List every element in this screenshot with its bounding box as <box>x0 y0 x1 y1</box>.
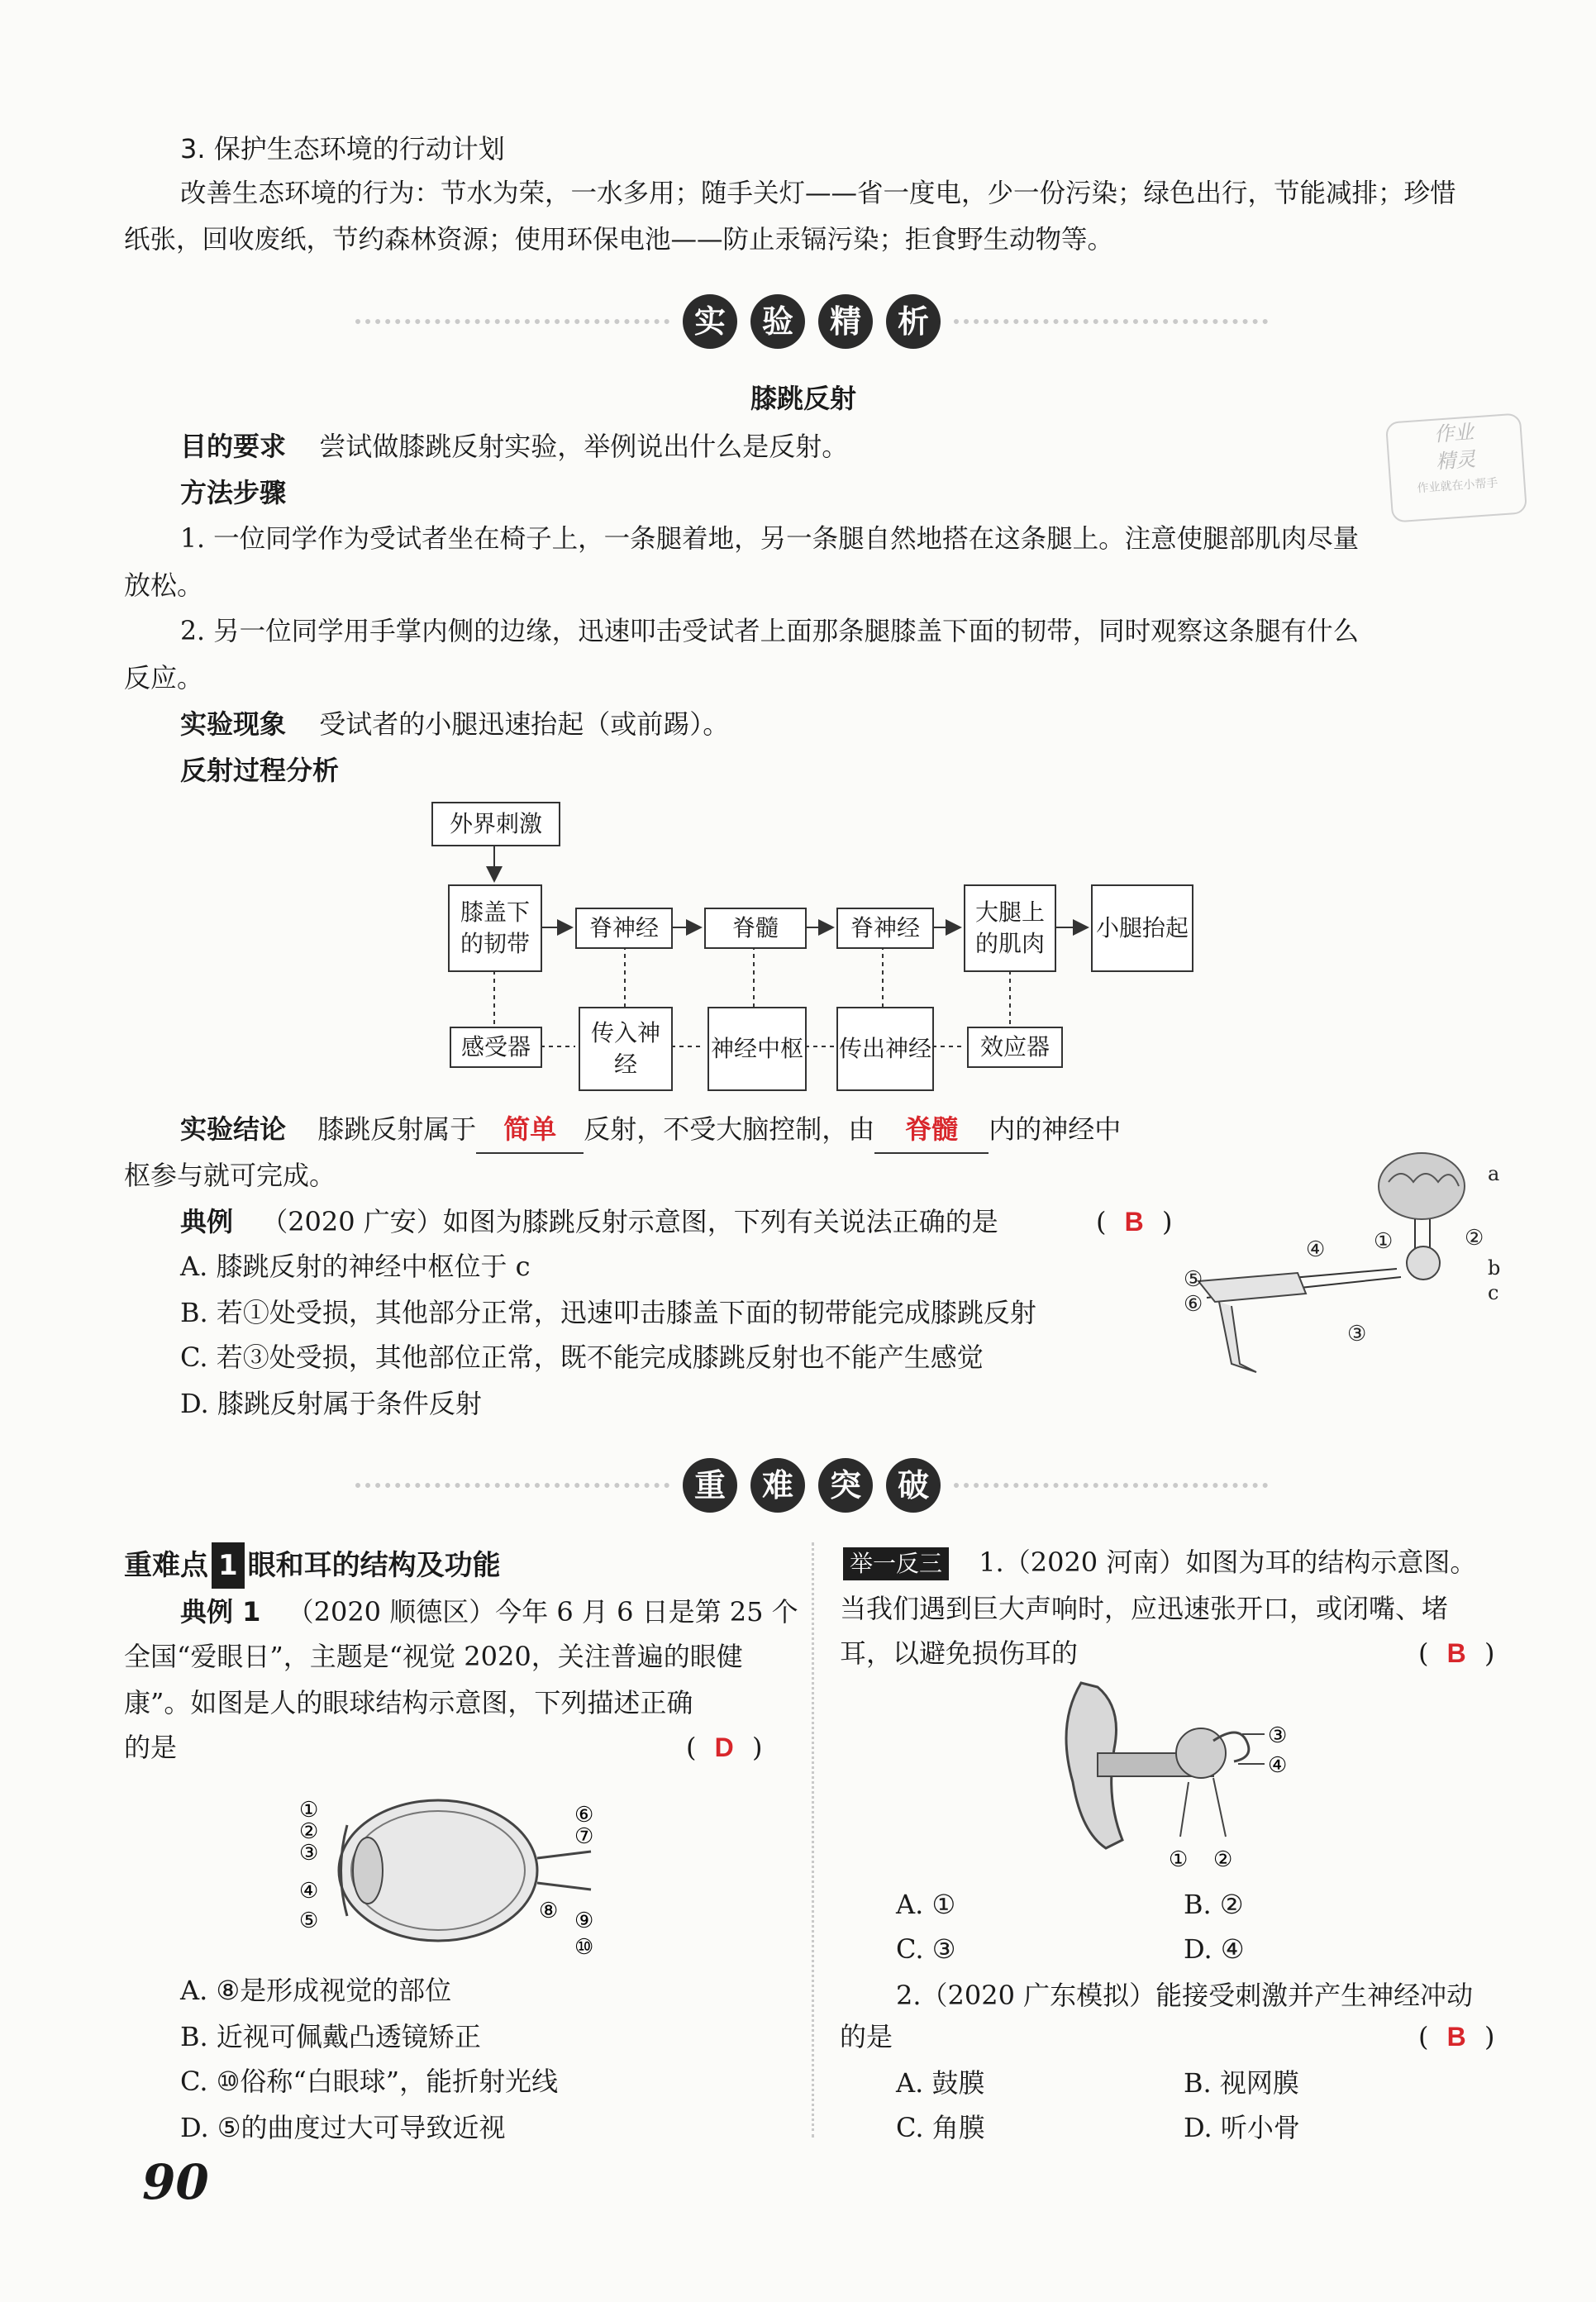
purpose-text: 尝试做膝跳反射实验，举例说出什么是反射。 <box>319 431 849 462</box>
example1-line: 的是 <box>124 1732 178 1763</box>
example1-line: 全国“爱眼日”，主题是“视觉 2020，关注普遍的眼健 <box>124 1641 743 1672</box>
fig-label: c <box>1488 1281 1499 1304</box>
flow-box-spinal-cord: 脊髓 <box>704 908 807 949</box>
flow-box-spinal-nerve-in: 脊神经 <box>575 908 673 949</box>
flow-box-spinal-nerve-out: 脊神经 <box>836 908 934 949</box>
section-banner-key-points <box>331 1448 1265 1523</box>
key-point-heading <box>124 1542 501 1589</box>
example1-text: （2020 顺德区）今年 6 月 6 日是第 25 个 <box>287 1596 798 1628</box>
divider <box>355 1483 669 1493</box>
q2-option-a: A. 鼓膜 <box>896 2067 985 2099</box>
ear-label: ② <box>1213 1847 1233 1872</box>
fig-label: ② <box>1465 1226 1484 1251</box>
phenomenon-text: 受试者的小腿迅速抬起（或前踢）。 <box>319 708 730 740</box>
answer-bracket: ( B ) <box>1418 2021 1495 2052</box>
example1-line <box>180 1589 798 1635</box>
banner-char: 突 <box>818 1458 873 1513</box>
banner-char: 精 <box>818 294 873 349</box>
ear-figure <box>1048 1675 1313 1873</box>
eye-label: ① <box>299 1798 319 1823</box>
practice-text: 1.（2020 河南）如图为耳的结构示意图。 <box>979 1547 1477 1578</box>
eye-label: ⑦ <box>574 1824 594 1849</box>
experiment-title: 膝跳反射 <box>750 383 857 414</box>
option-a: A. 膝跳反射的神经中枢位于 c <box>180 1251 531 1282</box>
fig-label: ④ <box>1306 1237 1326 1262</box>
example-question <box>180 1199 998 1245</box>
banner-char: 难 <box>750 1458 805 1513</box>
flow-box-efferent: 传出神经 <box>836 1007 934 1091</box>
fig-label: a <box>1488 1162 1500 1185</box>
example1-label: 典例 1 <box>180 1596 261 1628</box>
knee-reflex-figure <box>1182 1141 1513 1389</box>
section-heading: 3. 保护生态环境的行动计划 <box>180 133 505 164</box>
flow-box-receptor: 感受器 <box>450 1027 542 1068</box>
q1-option-b: B. ② <box>1184 1889 1244 1920</box>
divider <box>954 1483 1268 1493</box>
practice-q2-line: 2.（2020 广东模拟）能接受刺激并产生神经冲动 <box>896 1980 1474 2011</box>
answer-bracket: ( B ) <box>1418 1637 1495 1669</box>
ear-label: ① <box>1169 1847 1189 1872</box>
key-point-title: 眼和耳的结构及功能 <box>247 1549 501 1582</box>
answer-letter: B <box>1124 1207 1144 1237</box>
column-divider <box>812 1542 814 2138</box>
method-label: 方法步骤 <box>180 477 287 508</box>
answer-letter: B <box>1446 2022 1466 2052</box>
conclusion-row <box>180 1106 1121 1154</box>
example1-line: 康”。如图是人的眼球结构示意图，下列描述正确 <box>124 1687 693 1718</box>
ear-label: ④ <box>1268 1753 1288 1778</box>
stamp-text: 精灵 <box>1435 447 1477 474</box>
practice-q1-line: 当我们遇到巨大声响时，应迅速张开口，或闭嘴、堵 <box>840 1593 1449 1624</box>
eyeball-figure <box>289 1792 603 1966</box>
q1-option-d: D. ④ <box>1184 1933 1245 1965</box>
eye-label: ⑥ <box>574 1803 594 1828</box>
fig-label: ⑥ <box>1184 1292 1203 1317</box>
eye-label: ⑩ <box>574 1935 594 1960</box>
conclusion-label: 实验结论 <box>180 1113 287 1145</box>
paragraph-line: 改善生态环境的行为：节水为荣，一水多用；随手关灯——省一度电，少一份污染；绿色出行，节能减排；珍惜 <box>180 179 1456 208</box>
eye-label: ③ <box>299 1841 319 1866</box>
banner-char: 实 <box>683 294 737 349</box>
stamp-text: 作业就在小帮手 <box>1417 476 1498 496</box>
practice-tag: 举一反三 <box>843 1547 949 1580</box>
purpose-label: 目的要求 <box>180 431 287 462</box>
spinal-cord-icon <box>1407 1246 1440 1280</box>
eye-label: ⑤ <box>299 1909 319 1933</box>
page-number: 90 <box>142 2154 209 2210</box>
paragraph-line: 纸张，回收废纸，节约森林资源；使用环保电池——防止汞镉污染；拒食野生动物等。 <box>124 225 1114 255</box>
answer-bracket: ( D ) <box>686 1732 763 1763</box>
lens-icon <box>353 1837 383 1904</box>
practice-q1-line: 耳，以避免损伤耳的 <box>840 1637 1079 1669</box>
option-d: D. 膝跳反射属于条件反射 <box>180 1388 482 1419</box>
banner-char: 析 <box>886 294 941 349</box>
flow-box-leg-lift: 小腿抬起 <box>1091 884 1193 972</box>
option-b: B. 近视可佩戴凸透镜矫正 <box>180 2021 481 2052</box>
conclusion-text: 反射，不受大脑控制，由 <box>584 1113 875 1145</box>
flow-box-thigh-muscle: 大腿上的肌肉 <box>964 884 1056 972</box>
q2-option-c: C. 角膜 <box>896 2112 985 2143</box>
answer-bracket: ( B ) <box>1096 1206 1173 1237</box>
eye-label: ⑨ <box>574 1909 594 1933</box>
answer-blank: 简单 <box>476 1106 584 1154</box>
answer-letter: D <box>714 1732 734 1762</box>
ear-label: ③ <box>1268 1723 1288 1748</box>
banner-char: 破 <box>886 1458 941 1513</box>
example-text: （2020 广安）如图为膝跳反射示意图，下列有关说法正确的是 <box>261 1206 998 1237</box>
flow-box-center: 神经中枢 <box>707 1007 807 1091</box>
flow-box-effector: 效应器 <box>967 1027 1063 1068</box>
conclusion-text: 内的神经中 <box>989 1113 1122 1145</box>
banner-char: 重 <box>683 1458 737 1513</box>
key-point-number: 1 <box>212 1542 245 1589</box>
conclusion-text: 膝跳反射属于 <box>317 1113 477 1145</box>
banner-char: 验 <box>750 294 805 349</box>
analysis-label: 反射过程分析 <box>180 755 340 786</box>
eye-label: ⑧ <box>539 1899 559 1923</box>
q1-option-c: C. ③ <box>896 1933 956 1965</box>
q2-option-b: B. 视网膜 <box>1184 2067 1299 2099</box>
eye-label: ④ <box>299 1879 319 1904</box>
step-line: 1. 一位同学作为受试者坐在椅子上，一条腿着地，另一条腿自然地搭在这条腿上。注意使腿部肌肉尽量 <box>180 524 1360 554</box>
phenomenon-label: 实验现象 <box>180 708 287 740</box>
step-line: 反应。 <box>124 662 204 693</box>
practice-q1-line <box>840 1539 1476 1585</box>
fig-label: b <box>1488 1256 1501 1280</box>
flow-box-stimulus: 外界刺激 <box>431 802 560 846</box>
leg-icon <box>1198 1273 1306 1302</box>
eye-label: ② <box>299 1819 319 1844</box>
flow-box-afferent: 传入神经 <box>579 1007 673 1091</box>
brain-icon <box>1379 1153 1465 1219</box>
q2-option-d: D. 听小骨 <box>1184 2112 1300 2143</box>
key-point-prefix: 重难点 <box>124 1549 208 1582</box>
option-d: D. ⑤的曲度过大可导致近视 <box>180 2112 506 2143</box>
step-line: 2. 另一位同学用手掌内侧的边缘，迅速叩击受试者上面那条腿膝盖下面的韧带，同时观察这条腿有什么 <box>180 617 1360 646</box>
stamp-text: 作业 <box>1433 420 1475 446</box>
option-b: B. 若①处受损，其他部分正常，迅速叩击膝盖下面的韧带能完成膝跳反射 <box>180 1297 1036 1328</box>
example-label: 典例 <box>180 1206 234 1237</box>
fig-label: ③ <box>1347 1322 1367 1346</box>
q1-option-a: A. ① <box>896 1889 956 1920</box>
conclusion-line2: 枢参与就可完成。 <box>124 1160 336 1191</box>
option-c: C. 若③处受损，其他部位正常，既不能完成膝跳反射也不能产生感觉 <box>180 1342 984 1373</box>
answer-blank: 脊髓 <box>874 1106 989 1154</box>
flow-box-tendon: 膝盖下的韧带 <box>448 884 542 972</box>
option-a: A. ⑧是形成视觉的部位 <box>180 1975 452 2006</box>
fig-label: ① <box>1374 1229 1394 1254</box>
answer-letter: B <box>1446 1638 1466 1668</box>
fig-label: ⑤ <box>1184 1267 1203 1292</box>
practice-q2-line: 的是 <box>840 2021 893 2052</box>
option-c: C. ⑩俗称“白眼球”，能折射光线 <box>180 2066 559 2097</box>
step-line: 放松。 <box>124 570 204 601</box>
